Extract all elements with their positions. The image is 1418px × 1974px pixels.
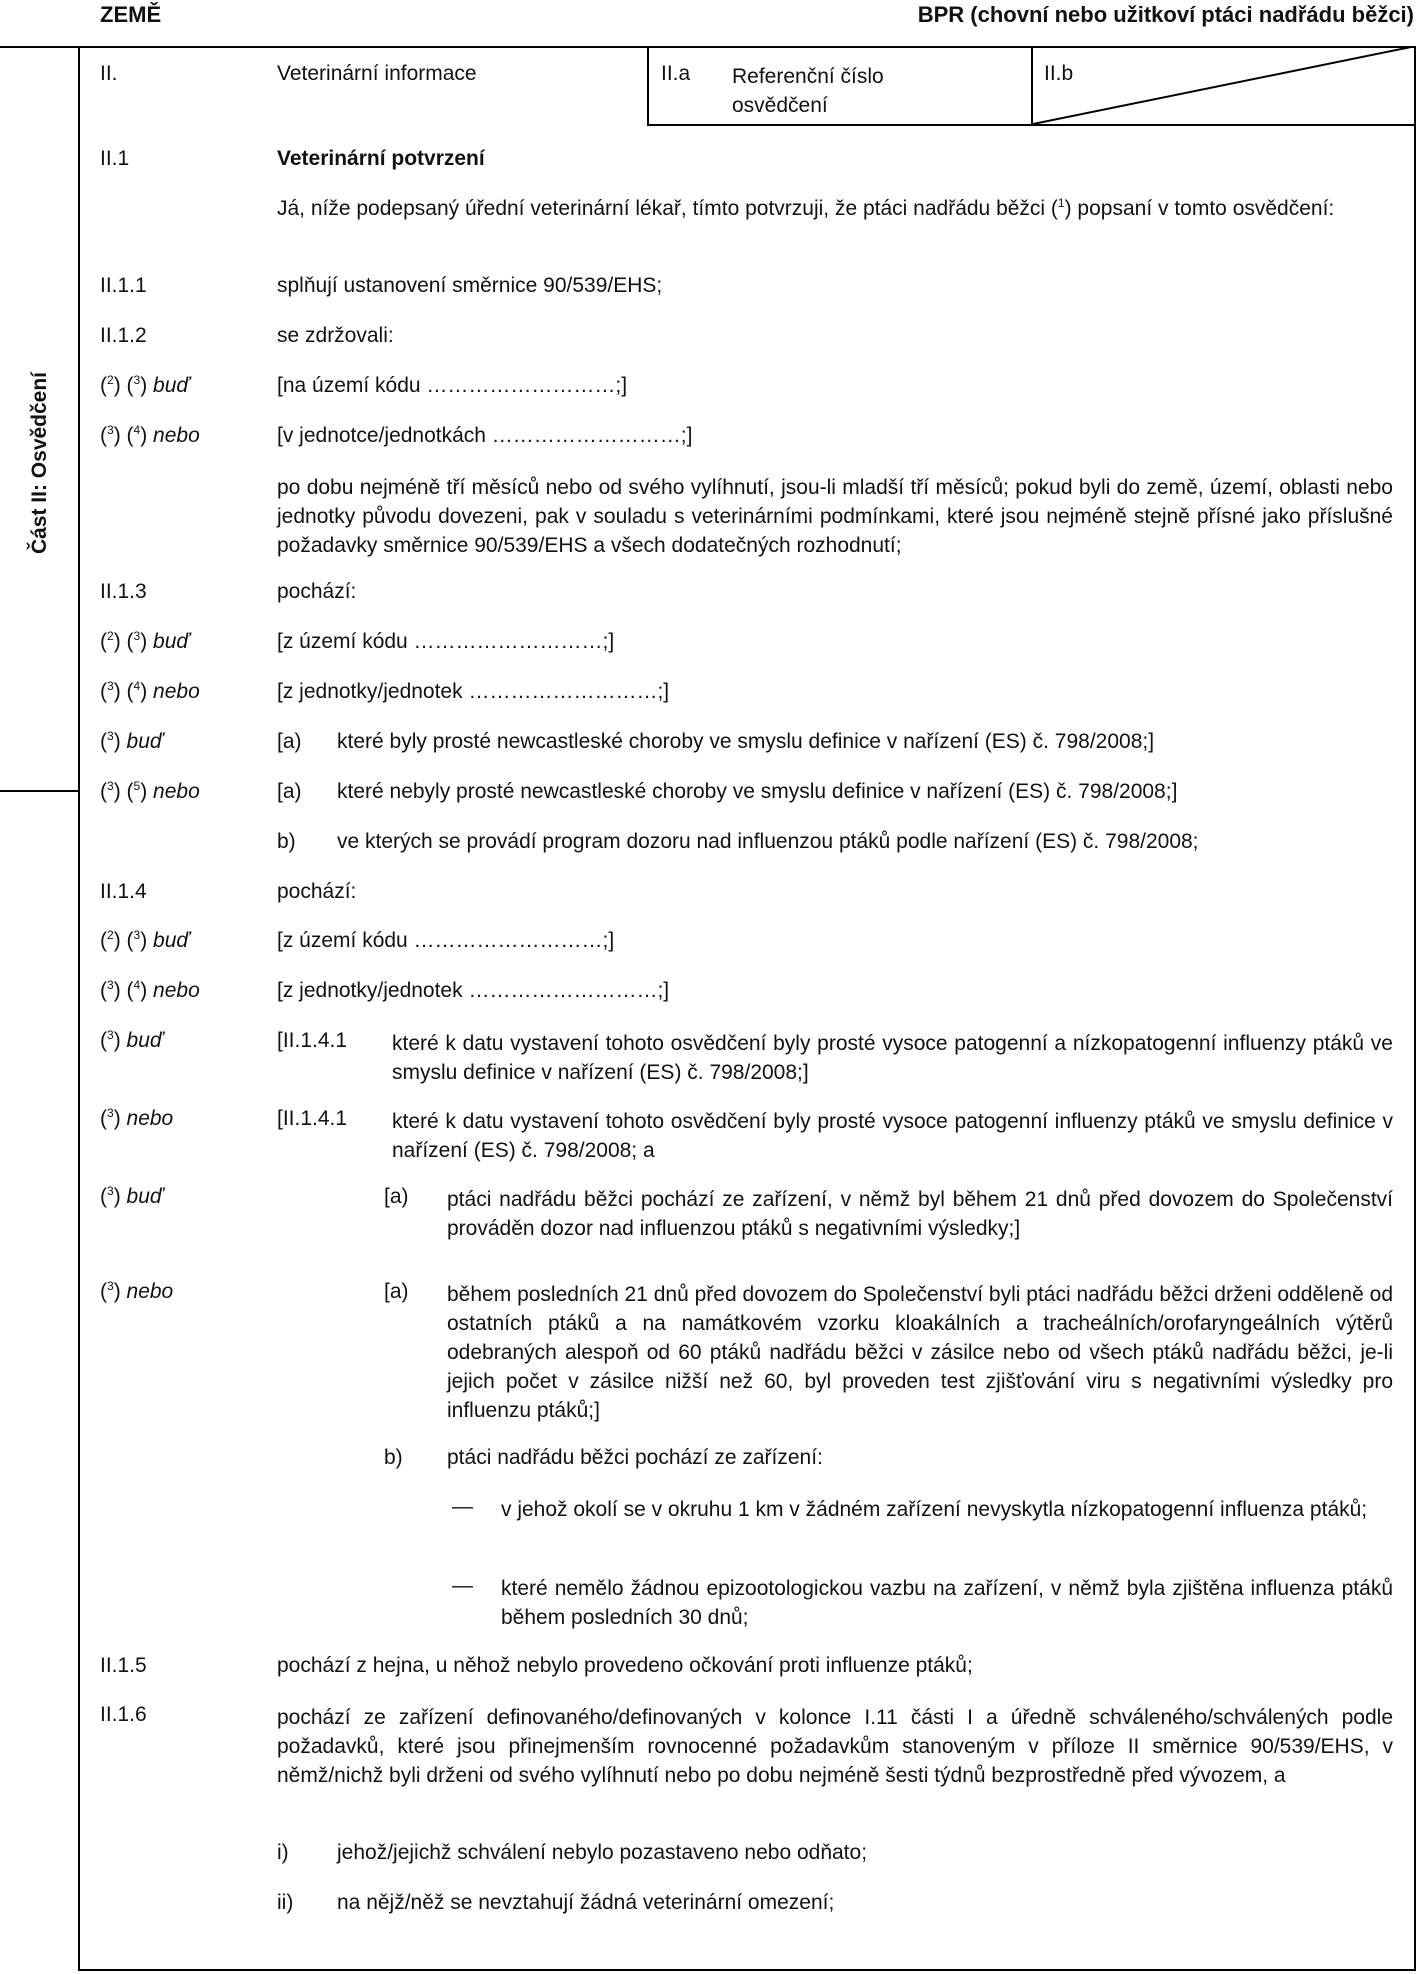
s14-r7-text: ptáci nadřádu běžci pochází ze zařízení: bbox=[447, 1446, 823, 1469]
country-header: ZEMĚ bbox=[100, 2, 162, 27]
s12-number: II.1.2 bbox=[100, 324, 147, 347]
s15-text: pochází z hejna, u něhož nebylo provedeno očkování proti influenze ptáků; bbox=[277, 1654, 973, 1677]
s13-r2-text: [z jednotky/jednotek ………………………;] bbox=[277, 680, 670, 703]
s14-r4-text: které k datu vystavení tohoto osvědčení byly prosté vysoce patogenní influenzy ptáků ve smyslu definice v nařízení (ES) č. 798/2008; a bbox=[392, 1110, 1393, 1162]
s1-intro: Já, níže podepsaný úřední veterinární lékař, tímto potvrzuji, že ptáci nadřádu běžci ($^1$) popsaní v tomto osvědčení: bbox=[277, 196, 1335, 220]
s13-r4-label: [a) bbox=[277, 780, 302, 803]
diagonal-line bbox=[1033, 46, 1416, 124]
s13-r5-text: ve kterých se provádí program dozoru nad influenzou ptáků podle nařízení (ES) č. 798/2008; bbox=[337, 830, 1199, 853]
s12-r2-text: [v jednotce/jednotkách ………………………;] bbox=[277, 424, 693, 447]
s13-r4-text: které nebyly prosté newcastleské choroby ve smyslu definice v nařízení (ES) č. 798/2008;] bbox=[337, 780, 1178, 803]
ref-b-label: II.b bbox=[1044, 62, 1074, 85]
s13-r4-option: ($^3$) ($^5$) nebo bbox=[100, 779, 200, 803]
s13-r2-option: ($^3$) ($^4$) nebo bbox=[100, 679, 200, 703]
s14-r1-option: ($^2$) ($^3$) buď bbox=[100, 928, 190, 952]
section-number: II. bbox=[100, 62, 118, 85]
s14-r3-text: které k datu vystavení tohoto osvědčení byly prosté vysoce patogenní a nízkopatogenní influenzy ptáků ve smyslu definice v nařízení (ES) č. 798/2008;] bbox=[392, 1032, 1393, 1084]
s16-number: II.1.6 bbox=[100, 1703, 147, 1726]
s14-r1-text: [z území kódu ………………………;] bbox=[277, 929, 615, 952]
s14-r5-text: ptáci nadřádu běžci pochází ze zařízení, v němž byl během 21 dnů před dovozem do Společenství prováděn dozor nad influenzou ptáků s negativními výsledky;] bbox=[447, 1188, 1393, 1240]
ref-label: Referenční číslo osvědčení bbox=[732, 65, 884, 117]
s12-text: se zdržovali: bbox=[277, 324, 394, 347]
s16-text: pochází ze zařízení definovaného/definovaných v kolonce I.11 části I a úředně schváleného/schválených podle požadavků, které jsou přinejmenším rovnocenné požadavkům stanoveným v příloze II směrnice 90/539/EHS, v němž/nichž byli drženi od svého vylíhnutí nebo po dobu nejméně šesti týdnů bezprostředně před vývozem, a bbox=[277, 1706, 1393, 1787]
s12-r1-option: ($^2$) ($^3$) buď bbox=[100, 373, 190, 397]
s14-r5-label: [a) bbox=[384, 1185, 409, 1208]
s14-text: pochází: bbox=[277, 880, 357, 903]
dash-marker: — bbox=[452, 1495, 473, 1518]
s13-r3-option: ($^3$) buď bbox=[100, 729, 163, 753]
s14-r3-code: [II.1.4.1 bbox=[277, 1029, 348, 1052]
s13-r3-label: [a) bbox=[277, 730, 302, 753]
ref-number-label: II.a bbox=[661, 62, 691, 85]
s1-number: II.1 bbox=[100, 147, 130, 170]
s16-i-text: jehož/jejichž schválení nebylo pozastaveno nebo odňato; bbox=[337, 1841, 868, 1864]
dash-marker: — bbox=[452, 1574, 473, 1597]
s13-r3-text: které byly prosté newcastleské choroby ve smyslu definice v nařízení (ES) č. 798/2008;] bbox=[337, 730, 1155, 753]
side-label: Část II: Osvědčení bbox=[28, 371, 51, 555]
s14-number: II.1.4 bbox=[100, 880, 147, 903]
s12-r1-text: [na území kódu ………………………;] bbox=[277, 374, 628, 397]
s14-r2-option: ($^3$) ($^4$) nebo bbox=[100, 978, 200, 1002]
s14-dash2-text: které nemělo žádnou epizootologickou vazbu na zařízení, v němž byla zjištěna influenza ptáků během posledních 30 dnů; bbox=[501, 1577, 1393, 1629]
s13-text: pochází: bbox=[277, 580, 357, 603]
s13-number: II.1.3 bbox=[100, 580, 147, 603]
s16-i-label: i) bbox=[277, 1841, 289, 1864]
s16-ii-label: ii) bbox=[277, 1891, 294, 1914]
s12-r2-option: ($^3$) ($^4$) nebo bbox=[100, 423, 200, 447]
s14-r6-option: ($^3$) nebo bbox=[100, 1279, 174, 1303]
s15-number: II.1.5 bbox=[100, 1654, 147, 1677]
s14-r4-code: [II.1.4.1 bbox=[277, 1107, 348, 1130]
section-title: Veterinární informace bbox=[277, 62, 477, 85]
s13-r1-option: ($^2$) ($^3$) buď bbox=[100, 629, 190, 653]
s14-r3-option: ($^3$) buď bbox=[100, 1028, 163, 1052]
s13-r1-text: [z území kódu ………………………;] bbox=[277, 630, 615, 653]
s12-paragraph: po dobu nejméně tří měsíců nebo od svého vylíhnutí, jsou-li mladší tří měsíců; pokud byli do země, území, oblasti nebo jednotky původu dovezeni, pak v souladu s veterinárními podmínkami, které jsou nejméně stejně přísné jako příslušné požadavky směrnice 90/539/EHS a všech dodatečných rozhodnutí; bbox=[277, 476, 1393, 557]
s14-r6-text: během posledních 21 dnů před dovozem do Společenství byli ptáci nadřádu běžci drženi odděleně od ostatních ptáků a na namátkovém vzorku kloakálních a tracheálních/orofaryngeálních výtěrů odebraných alespoň od 60 ptáků nadřádu běžci v zásilce nebo od všech ptáků nadřádu běžci, je-li jejich počet v zásilce nižší než 60, byl proveden test zjišťování viru s negativními výsledky pro influenzu ptáků;] bbox=[447, 1283, 1393, 1422]
s14-r6-label: [a) bbox=[384, 1280, 409, 1303]
reference-b-box bbox=[1031, 46, 1416, 126]
s13-r5-label: b) bbox=[277, 830, 296, 853]
s14-dash1-text: v jehož okolí se v okruhu 1 km v žádném zařízení nevyskytla nízkopatogenní influenza ptáků; bbox=[501, 1498, 1368, 1521]
document-title: BPR (chovní nebo užitkoví ptáci nadřádu běžci) bbox=[917, 2, 1414, 27]
s14-r4-option: ($^3$) nebo bbox=[100, 1106, 174, 1130]
s11-number: II.1.1 bbox=[100, 274, 147, 297]
side-label-box bbox=[0, 46, 80, 792]
s1-title: Veterinární potvrzení bbox=[277, 147, 485, 170]
s11-text: splňují ustanovení směrnice 90/539/EHS; bbox=[277, 274, 663, 297]
s14-r2-text: [z jednotky/jednotek ………………………;] bbox=[277, 979, 670, 1002]
s14-r7-label: b) bbox=[384, 1446, 403, 1469]
s14-r5-option: ($^3$) buď bbox=[100, 1184, 163, 1208]
s16-ii-text: na nějž/něž se nevztahují žádná veterinární omezení; bbox=[337, 1891, 835, 1914]
